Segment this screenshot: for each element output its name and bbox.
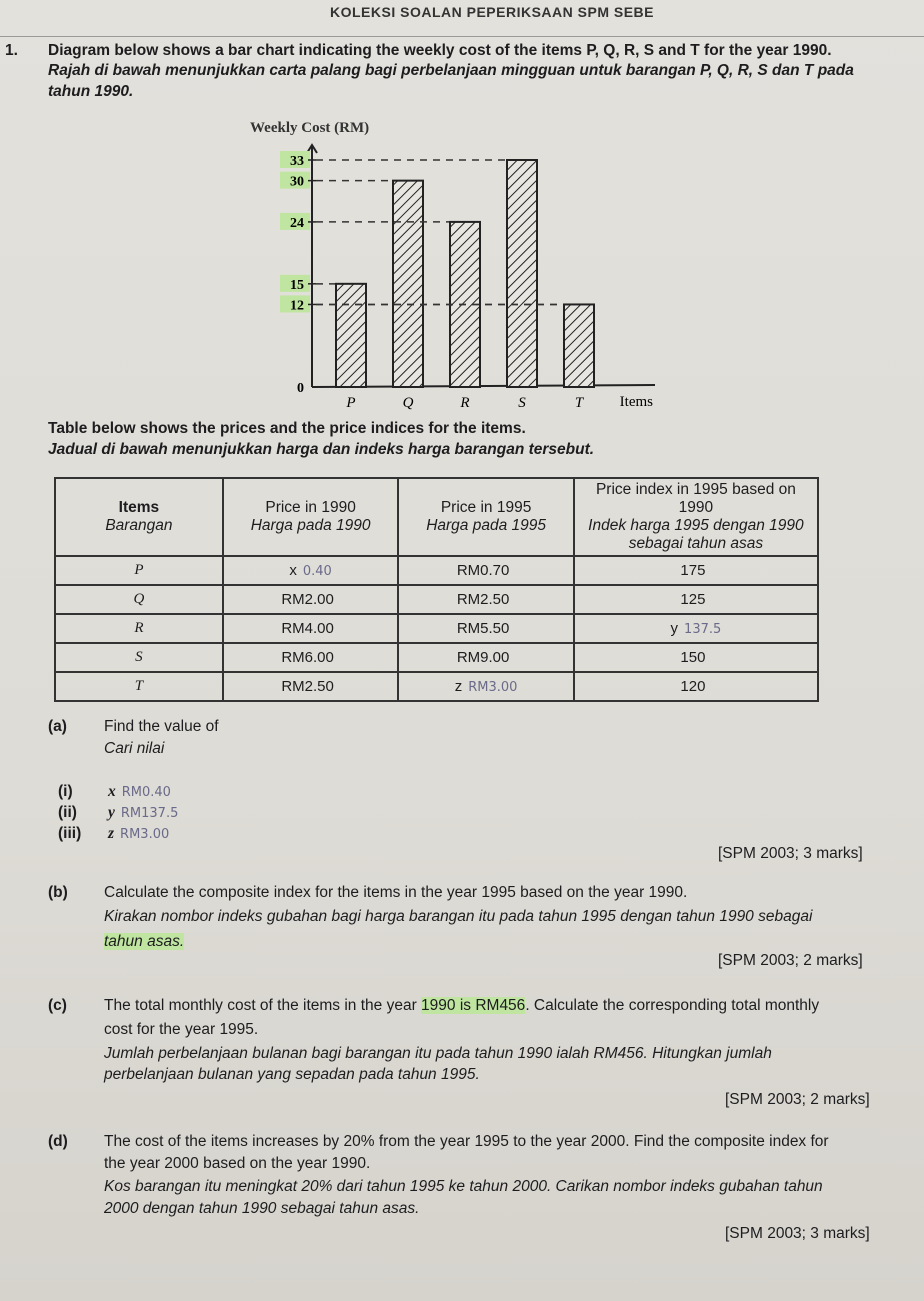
part-c-marks: [SPM 2003; 2 marks] [725,1091,870,1108]
price-1990-cell [223,585,398,614]
part-c-text-ms: Jumlah perbelanjaan bulanan bagi barangan itu pada tahun 1990 ialah RM456. Hitungkan jumlah [104,1045,772,1062]
text: (i) [58,783,73,800]
text: x [108,783,116,800]
header-price-1990: Price in 1990 [265,499,356,516]
header-items: Items [118,499,160,516]
part-c-text [104,997,819,1015]
index-cell [574,643,818,672]
item-cell: S [55,643,223,672]
price-1995-cell [398,672,573,701]
index-cell [574,672,818,701]
part-d-text-ms-2: 2000 dengan tahun 1990 sebagai tahun asas. [104,1200,420,1217]
text: 125 [680,591,706,608]
text: RM6.00 [281,649,334,666]
text: RM0.70 [456,562,510,579]
text: RM2.50 [281,678,334,695]
x-tick-label: P [346,395,356,411]
table-row [55,585,818,614]
text: . Calculate the corresponding total monthly [525,997,820,1014]
header-price-1995-ms: Harga pada 1995 [426,517,546,534]
price-1990-cell [223,643,398,672]
text: RM5.50 [456,620,510,637]
price-1995-cell [398,614,573,643]
highlight-rm456: 1990 is RM456 [421,997,526,1014]
part-a-text-ms: Cari nilai [104,740,165,757]
bar-P [336,284,366,387]
page-header: KOLEKSI SOALAN PEPERIKSAAN SPM SEBE [330,4,654,20]
text: y [108,804,115,821]
part-d-text: The cost of the items increases by 20% from the year 1995 to the year 2000. Find the composite index for [104,1133,829,1150]
text: RM2.50 [456,591,510,608]
table-row [55,672,818,701]
y-tick-label: 0 [297,381,304,396]
question-number: 1. [5,42,18,59]
part-a-subquestion [58,783,171,801]
handwritten-answer: RM0.40 [121,785,171,800]
y-tick-label: 15 [290,277,304,293]
text: (iii) [58,825,82,842]
x-tick-label: T [574,395,584,411]
handwritten-answer: RM3.00 [120,827,170,842]
part-c-text-ms-2: perbelanjaan bulanan yang sepadan pada tahun 1995. [104,1066,480,1083]
intro-en: Diagram below shows a bar chart indicating the weekly cost of the items P, Q, R, S and T for the year 1990. [48,42,832,59]
text: The total monthly cost of the items in the year [104,997,422,1014]
y-tick-label: 12 [290,298,304,314]
header-items-ms: Barangan [105,517,173,534]
price-1990-cell [223,556,398,585]
part-d-text-ms: Kos barangan itu meningkat 20% dari tahun 1995 ke tahun 2000. Carikan nombor indeks gubahan tahun [104,1178,823,1195]
item-cell: Q [55,585,223,614]
part-d-marks: [SPM 2003; 3 marks] [725,1225,870,1242]
part-b-label: (b) [48,884,68,901]
part-a-label: (a) [48,718,67,735]
part-a-text: Find the value of [104,718,219,735]
header-price-1995: Price in 1995 [440,499,532,516]
header-divider [0,36,924,37]
header-price-1990-ms: Harga pada 1990 [250,517,371,534]
handwritten-note: 137.5 [684,622,722,637]
part-b-marks: [SPM 2003; 2 marks] [718,952,863,969]
x-tick-label: Q [402,395,414,411]
text: z [108,825,115,842]
x-tick-label: S [518,395,526,411]
price-1990-cell [223,672,398,701]
text: 175 [680,562,706,579]
x-tick-label: R [460,395,470,411]
handwritten-note: RM3.00 [468,680,518,695]
price-1995-cell [398,585,573,614]
table-row [55,556,818,585]
item-cell: P [55,556,223,585]
table-row [55,614,818,643]
y-tick-label: 33 [290,154,304,169]
bar-T [564,304,594,387]
table-intro-ms: Jadual di bawah menunjukkan harga dan indeks harga barangan tersebut. [48,441,595,458]
index-cell [574,556,818,585]
part-b-text: Calculate the composite index for the items in the year 1995 based on the year 1990. [104,884,688,901]
part-d-label: (d) [48,1133,68,1150]
text: z [454,678,463,695]
part-c-label: (c) [48,997,67,1014]
x-axis-label: Items [619,394,653,410]
header-index: Price index in 1995 based on 1990 [595,481,796,516]
handwritten-note: 0.40 [302,564,332,579]
part-a-marks: [SPM 2003; 3 marks] [718,845,863,862]
text: (ii) [58,804,77,821]
index-cell [574,585,818,614]
part-c-text-2: cost for the year 1995. [104,1021,259,1038]
price-1995-cell [398,643,573,672]
price-1990-cell [223,614,398,643]
part-b-text-ms-2: tahun asas. [104,933,185,950]
item-cell: T [55,672,223,701]
y-tick-label: 24 [290,215,304,231]
handwritten-answer: RM137.5 [120,806,179,821]
part-a-subquestion [58,825,169,843]
intro-ms-2: tahun 1990. [48,83,134,100]
y-tick-label: 30 [290,174,304,190]
table-row [55,643,818,672]
table-intro-en: Table below shows the prices and the price indices for the items. [48,420,526,437]
index-cell [574,614,818,643]
bar-S [507,160,537,387]
text: 150 [680,649,706,666]
text: 120 [680,678,706,695]
price-table [54,477,819,702]
text: RM4.00 [281,620,334,637]
item-cell: R [55,614,223,643]
text: x [289,562,297,579]
text: y [670,620,679,637]
intro-ms: Rajah di bawah menunjukkan carta palang bagi perbelanjaan mingguan untuk barangan P, Q, R, S dan T pada [48,62,854,79]
bar-Q [393,181,423,387]
part-d-text-2: the year 2000 based on the year 1990. [104,1155,371,1172]
bar-chart [240,110,670,420]
text: RM2.00 [281,591,334,608]
price-1995-cell [398,556,573,585]
chart-title: Weekly Cost (RM) [250,120,370,136]
header-index-ms: Indek harga 1995 dengan 1990 sebagai tahun asas [588,517,804,552]
part-a-subquestion [58,804,178,822]
part-b-text-ms: Kirakan nombor indeks gubahan bagi harga barangan itu pada tahun 1995 dengan tahun 1990 sebagai [104,908,813,925]
text: RM9.00 [456,649,510,666]
